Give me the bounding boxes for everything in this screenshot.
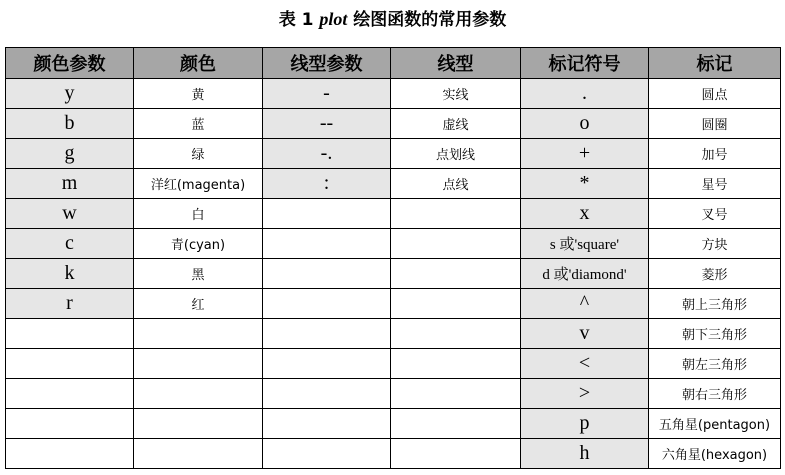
color-param-cell: b bbox=[6, 109, 134, 139]
color-cell bbox=[134, 379, 263, 409]
color-cell: 青(cyan) bbox=[134, 229, 263, 259]
header-row bbox=[6, 48, 781, 79]
marker-cell: 朝下三角形 bbox=[649, 319, 781, 349]
color-param-cell bbox=[6, 409, 134, 439]
marker-cell: 五角星(pentagon) bbox=[649, 409, 781, 439]
marker-symbol-cell: v bbox=[521, 319, 649, 349]
caption-suffix: 绘图函数的常用参数 bbox=[347, 10, 507, 30]
color-param-cell bbox=[6, 319, 134, 349]
color-cell: 洋红(magenta) bbox=[134, 169, 263, 199]
linestyle-cell: 点线 bbox=[391, 169, 521, 199]
header-linestyle-param: 线型参数 bbox=[263, 48, 391, 79]
plot-params-table bbox=[5, 47, 781, 469]
linestyle-param-cell: -- bbox=[263, 109, 391, 139]
color-cell: 黄 bbox=[134, 79, 263, 109]
caption-plot: plot bbox=[319, 9, 348, 29]
color-param-cell: m bbox=[6, 169, 134, 199]
marker-cell: 叉号 bbox=[649, 199, 781, 229]
marker-cell: 星号 bbox=[649, 169, 781, 199]
marker-cell: 圆点 bbox=[649, 79, 781, 109]
color-cell: 绿 bbox=[134, 139, 263, 169]
linestyle-cell bbox=[391, 349, 521, 379]
marker-symbol-cell: + bbox=[521, 139, 649, 169]
linestyle-cell: 点划线 bbox=[391, 139, 521, 169]
marker-symbol-cell: x bbox=[521, 199, 649, 229]
caption-prefix: 表 1 bbox=[278, 10, 320, 30]
color-param-cell: y bbox=[6, 79, 134, 109]
table-row bbox=[6, 289, 781, 319]
marker-symbol-cell: . bbox=[521, 79, 649, 109]
linestyle-cell bbox=[391, 379, 521, 409]
linestyle-cell bbox=[391, 439, 521, 469]
linestyle-cell bbox=[391, 319, 521, 349]
table-row bbox=[6, 139, 781, 169]
linestyle-param-cell: - bbox=[263, 79, 391, 109]
header-color-param: 颜色参数 bbox=[6, 48, 134, 79]
color-param-cell: g bbox=[6, 139, 134, 169]
color-cell bbox=[134, 409, 263, 439]
linestyle-param-cell bbox=[263, 379, 391, 409]
marker-cell: 六角星(hexagon) bbox=[649, 439, 781, 469]
linestyle-cell bbox=[391, 199, 521, 229]
linestyle-cell: 实线 bbox=[391, 79, 521, 109]
linestyle-cell bbox=[391, 259, 521, 289]
marker-cell: 加号 bbox=[649, 139, 781, 169]
color-cell: 白 bbox=[134, 199, 263, 229]
table-row bbox=[6, 349, 781, 379]
marker-cell: 朝右三角形 bbox=[649, 379, 781, 409]
linestyle-param-cell bbox=[263, 409, 391, 439]
linestyle-cell bbox=[391, 409, 521, 439]
color-param-cell: c bbox=[6, 229, 134, 259]
table-row bbox=[6, 379, 781, 409]
marker-symbol-cell: s 或'square' bbox=[521, 229, 649, 259]
marker-symbol-cell: * bbox=[521, 169, 649, 199]
linestyle-cell bbox=[391, 289, 521, 319]
header-marker: 标记 bbox=[649, 48, 781, 79]
marker-cell: 朝左三角形 bbox=[649, 349, 781, 379]
table-row bbox=[6, 169, 781, 199]
color-param-cell bbox=[6, 349, 134, 379]
linestyle-param-cell: : bbox=[263, 169, 391, 199]
color-param-cell: r bbox=[6, 289, 134, 319]
linestyle-param-cell: -. bbox=[263, 139, 391, 169]
color-param-cell: w bbox=[6, 199, 134, 229]
marker-symbol-cell: d 或'diamond' bbox=[521, 259, 649, 289]
linestyle-param-cell bbox=[263, 439, 391, 469]
marker-cell: 菱形 bbox=[649, 259, 781, 289]
table-row bbox=[6, 109, 781, 139]
header-marker-symbol: 标记符号 bbox=[521, 48, 649, 79]
table-row bbox=[6, 199, 781, 229]
color-cell bbox=[134, 319, 263, 349]
marker-symbol-cell: ^ bbox=[521, 289, 649, 319]
color-param-cell: k bbox=[6, 259, 134, 289]
linestyle-param-cell bbox=[263, 349, 391, 379]
linestyle-param-cell bbox=[263, 319, 391, 349]
table-row bbox=[6, 319, 781, 349]
marker-symbol-cell: o bbox=[521, 109, 649, 139]
color-param-cell bbox=[6, 379, 134, 409]
marker-symbol-cell: > bbox=[521, 379, 649, 409]
marker-cell: 圆圈 bbox=[649, 109, 781, 139]
color-cell: 黑 bbox=[134, 259, 263, 289]
linestyle-param-cell bbox=[263, 289, 391, 319]
color-cell: 红 bbox=[134, 289, 263, 319]
table-row bbox=[6, 259, 781, 289]
color-cell: 蓝 bbox=[134, 109, 263, 139]
marker-symbol-cell: < bbox=[521, 349, 649, 379]
table-row bbox=[6, 439, 781, 469]
marker-symbol-cell: h bbox=[521, 439, 649, 469]
header-linestyle: 线型 bbox=[391, 48, 521, 79]
linestyle-param-cell bbox=[263, 259, 391, 289]
linestyle-cell bbox=[391, 229, 521, 259]
color-cell bbox=[134, 349, 263, 379]
table-row bbox=[6, 409, 781, 439]
color-param-cell bbox=[6, 439, 134, 469]
header-color: 颜色 bbox=[134, 48, 263, 79]
marker-symbol-cell: p bbox=[521, 409, 649, 439]
linestyle-cell: 虚线 bbox=[391, 109, 521, 139]
table-row bbox=[6, 79, 781, 109]
linestyle-param-cell bbox=[263, 229, 391, 259]
marker-cell: 方块 bbox=[649, 229, 781, 259]
table-row bbox=[6, 229, 781, 259]
linestyle-param-cell bbox=[263, 199, 391, 229]
table-caption bbox=[0, 6, 785, 33]
marker-cell: 朝上三角形 bbox=[649, 289, 781, 319]
color-cell bbox=[134, 439, 263, 469]
